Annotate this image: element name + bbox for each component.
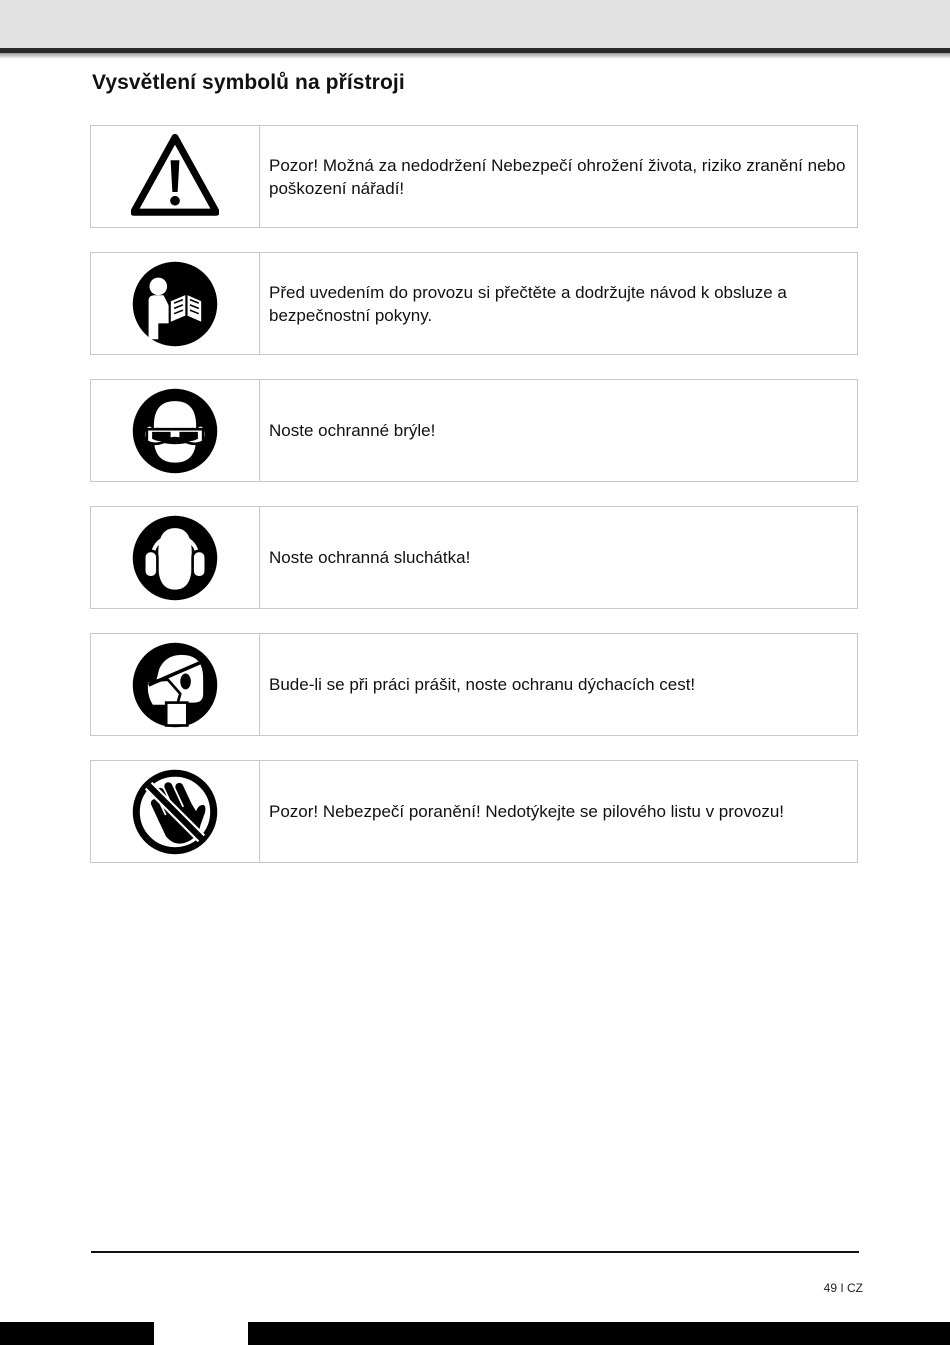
symbol-row-no-touch <box>90 760 858 863</box>
symbol-description-text: Noste ochranná sluchátka! <box>269 548 471 567</box>
symbol-table <box>90 125 858 887</box>
symbol-description-text: Pozor! Nebezpečí poranění! Nedotýkejte se pilového listu v provozu! <box>269 802 785 821</box>
symbol-description <box>269 507 849 608</box>
page-title: Vysvětlení symbolů na přístroji <box>92 71 405 94</box>
symbol-icon-cell <box>91 126 260 227</box>
symbol-description <box>269 126 849 227</box>
read-manual-icon <box>131 260 219 348</box>
footer-bar-left <box>0 1322 154 1345</box>
symbol-icon-cell <box>91 761 260 862</box>
symbol-icon-cell <box>91 380 260 481</box>
respirator-mask-icon <box>131 641 219 729</box>
symbol-description <box>269 380 849 481</box>
ear-protection-icon <box>131 514 219 602</box>
symbol-description <box>269 761 849 862</box>
symbol-description-text: Před uvedením do provozu si přečtěte a dodržujte návod k obsluze a bezpečnostní pokyny. <box>269 282 787 325</box>
safety-goggles-icon <box>131 387 219 475</box>
header-shadow <box>0 53 950 59</box>
warning-triangle-icon <box>131 133 219 221</box>
symbol-description-text: Noste ochranné brýle! <box>269 421 436 440</box>
symbol-icon-cell <box>91 634 260 735</box>
symbol-row-goggles <box>90 379 858 482</box>
symbol-row-respirator <box>90 633 858 736</box>
header-band <box>0 0 950 48</box>
symbol-description-text: Pozor! Možná za nedodržení Nebezpečí ohrožení života, riziko zranění nebo poškození nářadí! <box>269 155 846 198</box>
footer-bar-right <box>248 1322 950 1345</box>
symbol-icon-cell <box>91 507 260 608</box>
symbol-row-warning <box>90 125 858 228</box>
symbol-icon-cell <box>91 253 260 354</box>
symbol-description <box>269 253 849 354</box>
page-number: 49 I CZ <box>823 1281 863 1295</box>
symbol-description-text: Bude-li se při práci prášit, noste ochranu dýchacích cest! <box>269 675 696 694</box>
footer-rule <box>91 1251 859 1253</box>
symbol-row-ear-protection <box>90 506 858 609</box>
no-touch-hand-icon <box>131 768 219 856</box>
symbol-description <box>269 634 849 735</box>
symbol-row-read-manual <box>90 252 858 355</box>
